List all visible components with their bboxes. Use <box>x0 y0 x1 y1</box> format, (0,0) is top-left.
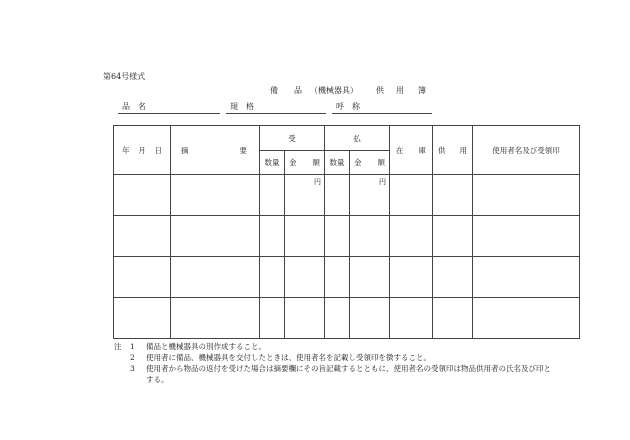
amount-char-2: 額 <box>377 158 385 167</box>
cell-received-quantity[interactable] <box>260 298 285 339</box>
cell-stock[interactable] <box>390 257 433 298</box>
title-char-4: 供 <box>376 86 384 95</box>
cell-user-seal[interactable] <box>473 257 580 298</box>
cell-received-quantity[interactable] <box>260 216 285 257</box>
amount-char-1: 金 <box>354 158 362 167</box>
cell-stock[interactable] <box>390 298 433 339</box>
summary-char-1: 摘 <box>181 145 189 155</box>
title-char-5: 用 <box>396 86 404 95</box>
cell-summary[interactable] <box>171 257 260 298</box>
stock-char-1: 在 <box>396 145 404 155</box>
supply-char-1: 供 <box>438 145 446 155</box>
cell-supply[interactable] <box>433 175 473 216</box>
amount-char-1: 金 <box>289 158 297 167</box>
cell-summary[interactable] <box>171 175 260 216</box>
yen-unit: 円 <box>314 178 321 186</box>
cell-date[interactable] <box>114 216 171 257</box>
received-header: 受 <box>260 126 325 151</box>
cell-received-amount[interactable] <box>285 298 325 339</box>
table-row <box>114 298 580 339</box>
note-text: 使用者から物品の返付を受けた場合は摘要欄にその旨記載するとともに、使用者名の受領印は物品供用者の氏名及び印と <box>146 364 551 373</box>
cell-received-amount[interactable] <box>285 175 325 216</box>
note-number: 2 <box>130 353 135 362</box>
note-number: 1 <box>130 342 135 351</box>
cell-date[interactable] <box>114 257 171 298</box>
cell-issued-quantity[interactable] <box>325 298 350 339</box>
summary-header <box>171 126 260 175</box>
note-item <box>114 363 584 374</box>
amount-char-2: 額 <box>312 158 320 167</box>
cell-date[interactable] <box>114 298 171 339</box>
form-title <box>270 87 430 97</box>
notes-mark: 注 <box>114 342 122 351</box>
cell-issued-quantity[interactable] <box>325 216 350 257</box>
title-char-6: 簿 <box>418 86 426 95</box>
note-text: 使用者に備品、機械器具を交付したときは、使用者名を記載し受領印を徴すること。 <box>146 353 431 362</box>
title-char-2: 品 <box>294 86 302 95</box>
cell-stock[interactable] <box>390 175 433 216</box>
designation-label: 呼 称 <box>336 102 360 111</box>
date-header <box>114 126 171 175</box>
title-char-3: （機械器具） <box>310 86 358 95</box>
specification-underline <box>226 113 326 114</box>
day-label: 日 <box>154 145 162 155</box>
stock-header <box>390 126 433 175</box>
note-item <box>114 352 584 363</box>
supply-header <box>433 126 473 175</box>
table-row <box>114 175 580 216</box>
cell-supply[interactable] <box>433 257 473 298</box>
table-row <box>114 257 580 298</box>
issued-amount-header <box>350 151 390 175</box>
supply-char-2: 用 <box>459 145 467 155</box>
cell-supply[interactable] <box>433 298 473 339</box>
cell-summary[interactable] <box>171 216 260 257</box>
cell-issued-amount[interactable] <box>350 298 390 339</box>
cell-user-seal[interactable] <box>473 175 580 216</box>
issued-quantity-header: 数量 <box>325 151 350 175</box>
cell-stock[interactable] <box>390 216 433 257</box>
cell-date[interactable] <box>114 175 171 216</box>
stock-char-2: 庫 <box>418 145 426 155</box>
cell-received-quantity[interactable] <box>260 175 285 216</box>
specification-label: 規 格 <box>230 102 254 111</box>
designation-underline <box>332 113 432 114</box>
yen-unit: 円 <box>379 178 386 186</box>
cell-user-seal[interactable] <box>473 298 580 339</box>
item-name-label: 品 名 <box>122 102 146 111</box>
cell-received-quantity[interactable] <box>260 257 285 298</box>
received-amount-header <box>285 151 325 175</box>
item-name-underline <box>118 113 220 114</box>
table-row <box>114 216 580 257</box>
cell-issued-quantity[interactable] <box>325 257 350 298</box>
cell-summary[interactable] <box>171 298 260 339</box>
received-quantity-header: 数量 <box>260 151 285 175</box>
title-char-1: 備 <box>270 86 278 95</box>
note-item <box>114 374 584 385</box>
note-text-continuation: する。 <box>146 375 169 384</box>
cell-supply[interactable] <box>433 216 473 257</box>
cell-issued-amount[interactable] <box>350 257 390 298</box>
cell-issued-quantity[interactable] <box>325 175 350 216</box>
note-text: 備品と機械器具の別作成すること。 <box>146 342 266 351</box>
issued-header: 払 <box>325 126 390 151</box>
notes-section <box>114 341 584 385</box>
cell-received-amount[interactable] <box>285 216 325 257</box>
summary-char-2: 要 <box>239 145 247 155</box>
cell-issued-amount[interactable] <box>350 175 390 216</box>
form-number: 第64号様式 <box>103 72 146 81</box>
cell-user-seal[interactable] <box>473 216 580 257</box>
note-number: 3 <box>130 364 135 373</box>
user-seal-header: 使用者名及び受領印 <box>473 126 580 175</box>
year-label: 年 <box>122 145 130 155</box>
cell-issued-amount[interactable] <box>350 216 390 257</box>
ledger-table <box>113 125 580 339</box>
month-label: 月 <box>138 145 146 155</box>
cell-received-amount[interactable] <box>285 257 325 298</box>
note-item <box>114 341 584 352</box>
